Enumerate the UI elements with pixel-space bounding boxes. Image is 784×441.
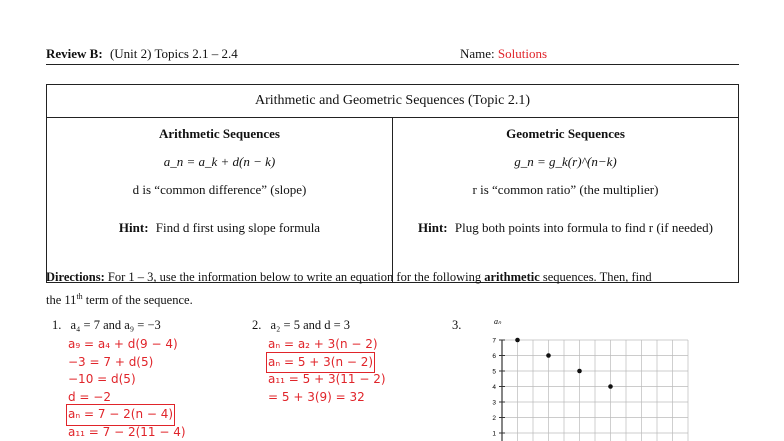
- problem-1-given: a₄ = 7 and a₉ = −3: [70, 318, 161, 332]
- review-topics: (Unit 2) Topics 2.1 – 2.4: [109, 46, 238, 61]
- header-rule: [46, 64, 739, 65]
- directions-label: Directions:: [46, 270, 105, 284]
- graph-ticks: [492, 338, 505, 438]
- geo-formula: g_n = g_k(r)^(n−k): [514, 154, 617, 169]
- work-line: −3 = 7 + d(5): [68, 354, 154, 369]
- work-line: −10 = d(5): [68, 372, 136, 386]
- problem-2-work: [268, 336, 386, 406]
- directions-text-a: For 1 – 3, use the information below to write an equation for the following: [107, 270, 482, 284]
- y-tick-label: 1: [492, 430, 496, 438]
- y-tick-label: 6: [492, 353, 496, 360]
- data-point: [546, 353, 551, 358]
- problem-3-graph: [480, 312, 690, 441]
- arith-hint: [47, 220, 392, 236]
- data-point: [577, 369, 582, 374]
- data-point: [515, 338, 520, 343]
- geo-heading: Geometric Sequences: [506, 126, 625, 141]
- geometric-cell: [393, 118, 739, 283]
- name-label: Name:: [460, 46, 495, 61]
- y-tick-label: 7: [492, 337, 496, 345]
- geo-desc: r is “common ratio” (the multiplier): [472, 182, 659, 197]
- name-value: Solutions: [497, 46, 548, 61]
- work-line: a₁₁ = 5 + 3(11 − 2): [268, 372, 386, 386]
- work-line: = 5 + 3(9) = 32: [268, 389, 365, 404]
- directions-sup: th: [76, 292, 83, 301]
- problem-3-number: 3.: [452, 318, 462, 332]
- work-line: d = −2: [68, 389, 111, 404]
- problem-1-number: 1.: [52, 318, 62, 332]
- review-header: [46, 46, 238, 62]
- problem-1: [52, 318, 161, 333]
- problem-1-work: [68, 336, 186, 441]
- geo-hint-text: Plug both points into formula to find r (if needed): [454, 220, 714, 235]
- problem-2-number: 2.: [252, 318, 262, 332]
- y-tick-label: 5: [492, 368, 496, 376]
- arith-hint-text: Find d first using slope formula: [155, 220, 321, 235]
- graph-grid: [502, 340, 688, 441]
- review-label: Review B:: [46, 46, 103, 61]
- name-line: [460, 46, 547, 62]
- boxed-answer: aₙ = 5 + 3(n − 2): [268, 354, 373, 372]
- arith-heading: Arithmetic Sequences: [159, 126, 280, 141]
- y-tick-label: 4: [492, 384, 496, 391]
- data-point: [608, 384, 613, 389]
- geo-hint-label: Hint:: [417, 220, 448, 235]
- directions: [46, 268, 746, 310]
- arithmetic-cell: [47, 118, 393, 283]
- geo-hint: [393, 220, 738, 236]
- work-line: aₙ = a₂ + 3(n − 2): [268, 337, 378, 351]
- directions-text-d: term of the sequence.: [85, 293, 193, 308]
- boxed-answer: aₙ = 7 − 2(n − 4): [68, 406, 173, 424]
- problem-2: [252, 318, 350, 333]
- problem-2-given: a₂ = 5 and d = 3: [270, 318, 351, 332]
- directions-text-b: sequences. Then, find: [542, 270, 652, 284]
- y-axis-label: aₙ: [494, 317, 502, 326]
- formula-box: [46, 84, 739, 283]
- arith-formula: a_n = a_k + d(n − k): [163, 154, 276, 169]
- directions-text-c: the 11: [46, 293, 77, 308]
- directions-bold-word: arithmetic: [484, 270, 540, 284]
- y-tick-label: 3: [492, 399, 496, 407]
- box-title: Arithmetic and Geometric Sequences (Topic 2.1): [47, 85, 739, 118]
- work-line: a₉ = a₄ + d(9 − 4): [68, 337, 178, 351]
- arith-desc: d is “common difference” (slope): [132, 182, 307, 197]
- y-tick-label: 2: [492, 415, 496, 422]
- work-line: a₁₁ = 7 − 2(11 − 4): [68, 424, 186, 439]
- arith-hint-label: Hint:: [118, 220, 149, 235]
